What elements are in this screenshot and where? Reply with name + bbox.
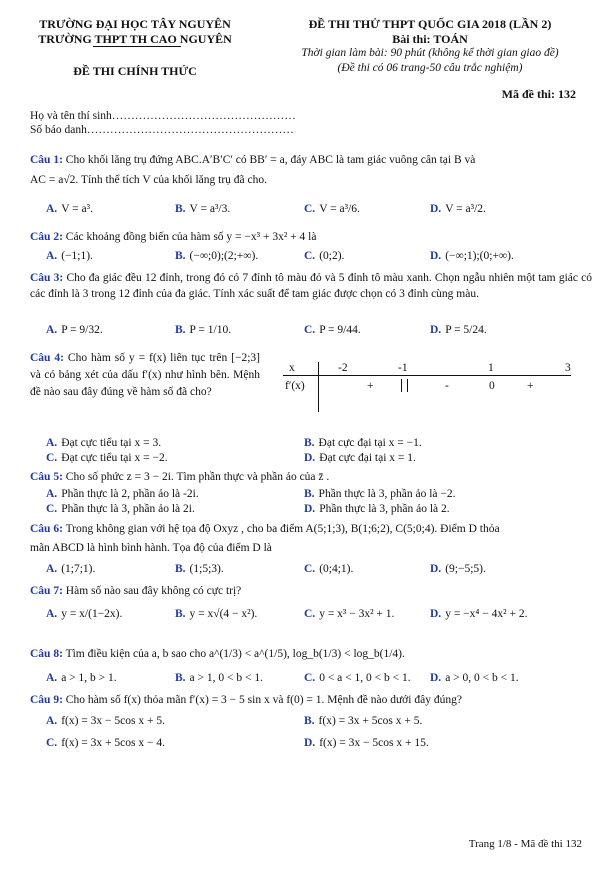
question-6: Câu 6: Trong không gian với hệ tọa độ Oxyz , cho ba điểm A(5;1;3), B(1;6;2), C(5;0;4). Điểm D thỏa — [30, 523, 500, 535]
table-sign: - — [445, 380, 449, 392]
q4-option-a[interactable]: A. Đạt cực tiểu tại x = 3. — [46, 437, 162, 449]
table-x-val: -2 — [338, 362, 348, 374]
table-fp-label: f′(x) — [285, 380, 305, 392]
q9-option-b[interactable]: B. f(x) = 3x + 5cos x + 5. — [304, 715, 423, 727]
q5-option-b[interactable]: B. Phần thực là 3, phần ảo là −2. — [304, 488, 456, 500]
question-3: Câu 3: Cho đa giác đều 12 đỉnh, trong đó có 7 đỉnh tô màu đỏ và 5 đỉnh tô màu xanh. Chọn ngẫu nhiên một tam giác có các đỉnh là 3 trong 12 đỉnh của đa giác. Tính xác suất để tam giác được chọn có 3 đỉnh cùng màu. — [30, 272, 593, 300]
question-text: Cho khối lăng trụ đứng ABC.A′B′C′ có BB′ = a, đáy ABC là tam giác vuông cân tại B và — [65, 154, 476, 166]
official-label: ĐỀ THI CHÍNH THỨC — [73, 64, 197, 78]
question-6-cont: mãn ABCD là hình bình hành. Tọa độ của điểm D là — [30, 542, 272, 554]
table-vline — [318, 362, 319, 412]
table-x-label: x — [289, 362, 295, 374]
q9-option-a[interactable]: A. f(x) = 3x − 5cos x + 5. — [46, 715, 165, 727]
q6-option-a[interactable]: A. (1;7;1). — [46, 563, 96, 575]
q9-option-c[interactable]: C. f(x) = 3x + 5cos x − 4. — [46, 737, 165, 749]
q3-option-d[interactable]: D. P = 5/24. — [430, 324, 487, 336]
question-text: AC = a√2. Tính thể tích V của khối lăng trụ đã cho. — [30, 174, 268, 186]
question-4: Câu 4: Cho hàm số y = f(x) liên tục trên [−2;3] và có bảng xét của dấu f′(x) như hình bên. Mệnh đề nào sau đây đúng về hàm số đã cho? — [30, 352, 261, 398]
question-2: Câu 2: Các khoảng đồng biến của hàm số y = −x³ + 3x² + 4 là — [30, 231, 317, 243]
sign-table — [283, 362, 575, 414]
q9-option-d[interactable]: D. f(x) = 3x − 5cos x + 15. — [304, 737, 429, 749]
q8-option-b[interactable]: B. a > 1, 0 < b < 1. — [175, 672, 263, 684]
exam-pages: (Đề thi có 06 trang-50 câu trắc nghiệm) — [337, 62, 523, 74]
q5-option-d[interactable]: D. Phần thực là 3, phần ảo là 2. — [304, 503, 450, 515]
school-underline — [93, 46, 181, 47]
q7-option-b[interactable]: B. y = x√(4 − x²). — [175, 608, 258, 620]
student-id-line: Số báo danh……………………………………………… — [30, 124, 294, 136]
q4-option-b[interactable]: B. Đạt cực đại tại x = −1. — [304, 437, 422, 449]
q8-option-c[interactable]: C. 0 < a < 1, 0 < b < 1. — [304, 672, 411, 684]
university-name: TRƯỜNG ĐẠI HỌC TÂY NGUYÊN — [39, 17, 231, 31]
table-sign: + — [367, 380, 374, 392]
q2-option-a[interactable]: A. (−1;1). — [46, 250, 93, 262]
q5-option-a[interactable]: A. Phần thực là 2, phần ảo là -2i. — [46, 488, 199, 500]
q6-option-b[interactable]: B. (1;5;3). — [175, 563, 224, 575]
question-label: Câu 1: — [30, 154, 63, 166]
q7-option-c[interactable]: C. y = x³ − 3x² + 1. — [304, 608, 395, 620]
table-hline — [283, 375, 571, 376]
q1-option-a[interactable]: A. V = a³. — [46, 203, 93, 215]
q2-option-c[interactable]: C. (0;2). — [304, 250, 345, 262]
table-x-val: -1 — [398, 362, 408, 374]
table-undefined-mark — [401, 379, 408, 392]
q3-option-a[interactable]: A. P = 9/32. — [46, 324, 103, 336]
question-9: Câu 9: Cho hàm số f(x) thỏa mãn f′(x) = 3 − 5 sin x và f(0) = 1. Mệnh đề nào dưới đây đúng? — [30, 694, 462, 706]
table-sign: 0 — [489, 380, 495, 392]
q4-option-c[interactable]: C. Đạt cực tiểu tại x = −2. — [46, 452, 168, 464]
q1-option-b[interactable]: B. V = a³/3. — [175, 203, 231, 215]
q6-option-d[interactable]: D. (9;−5;5). — [430, 563, 486, 575]
q3-option-c[interactable]: C. P = 9/44. — [304, 324, 361, 336]
question-5: Câu 5: Cho số phức z = 3 − 2i. Tìm phần thực và phần ảo của z̄ . — [30, 471, 330, 483]
question-8: Câu 8: Tìm điều kiện của a, b sao cho a^(1/3) < a^(1/5), log_b(1/3) < log_b(1/4). — [30, 648, 405, 660]
q4-option-d[interactable]: D. Đạt cực đại tại x = 1. — [304, 452, 416, 464]
page-footer: Trang 1/8 - Mã đề thi 132 — [468, 838, 582, 850]
table-x-val: 3 — [565, 362, 571, 374]
student-name-line: Họ và tên thí sinh………………………………………… — [30, 110, 296, 122]
exam-subject: Bài thi: TOÁN — [392, 32, 468, 46]
q3-option-b[interactable]: B. P = 1/10. — [175, 324, 232, 336]
q2-option-d[interactable]: D. (−∞;1);(0;+∞). — [430, 250, 514, 262]
q7-option-a[interactable]: A. y = x/(1−2x). — [46, 608, 123, 620]
table-sign: + — [527, 380, 534, 392]
exam-time: Thời gian làm bài: 90 phút (không kể thời gian giao đề) — [301, 47, 559, 59]
exam-title: ĐỀ THI THỬ THPT QUỐC GIA 2018 (LẦN 2) — [308, 17, 552, 31]
q1-option-d[interactable]: D. V = a³/2. — [430, 203, 486, 215]
q8-option-a[interactable]: A. a > 1, b > 1. — [46, 672, 117, 684]
question-7: Câu 7: Hàm số nào sau đây không có cực trị? — [30, 585, 242, 597]
q7-option-d[interactable]: D. y = −x⁴ − 4x² + 2. — [430, 608, 528, 620]
table-x-val: 1 — [488, 362, 494, 374]
q1-option-c[interactable]: C. V = a³/6. — [304, 203, 360, 215]
school-name: TRƯỜNG THPT TH CAO NGUYÊN — [38, 32, 232, 46]
question-1-cont — [30, 174, 594, 186]
q6-option-c[interactable]: C. (0;4;1). — [304, 563, 354, 575]
q5-option-c[interactable]: C. Phần thực là 3, phần ảo là 2i. — [46, 503, 195, 515]
question-1 — [30, 154, 594, 166]
exam-code: Mã đề thi: 132 — [501, 87, 576, 101]
q8-option-d[interactable]: D. a > 0, 0 < b < 1. — [430, 672, 519, 684]
q2-option-b[interactable]: B. (−∞;0);(2;+∞). — [175, 250, 259, 262]
